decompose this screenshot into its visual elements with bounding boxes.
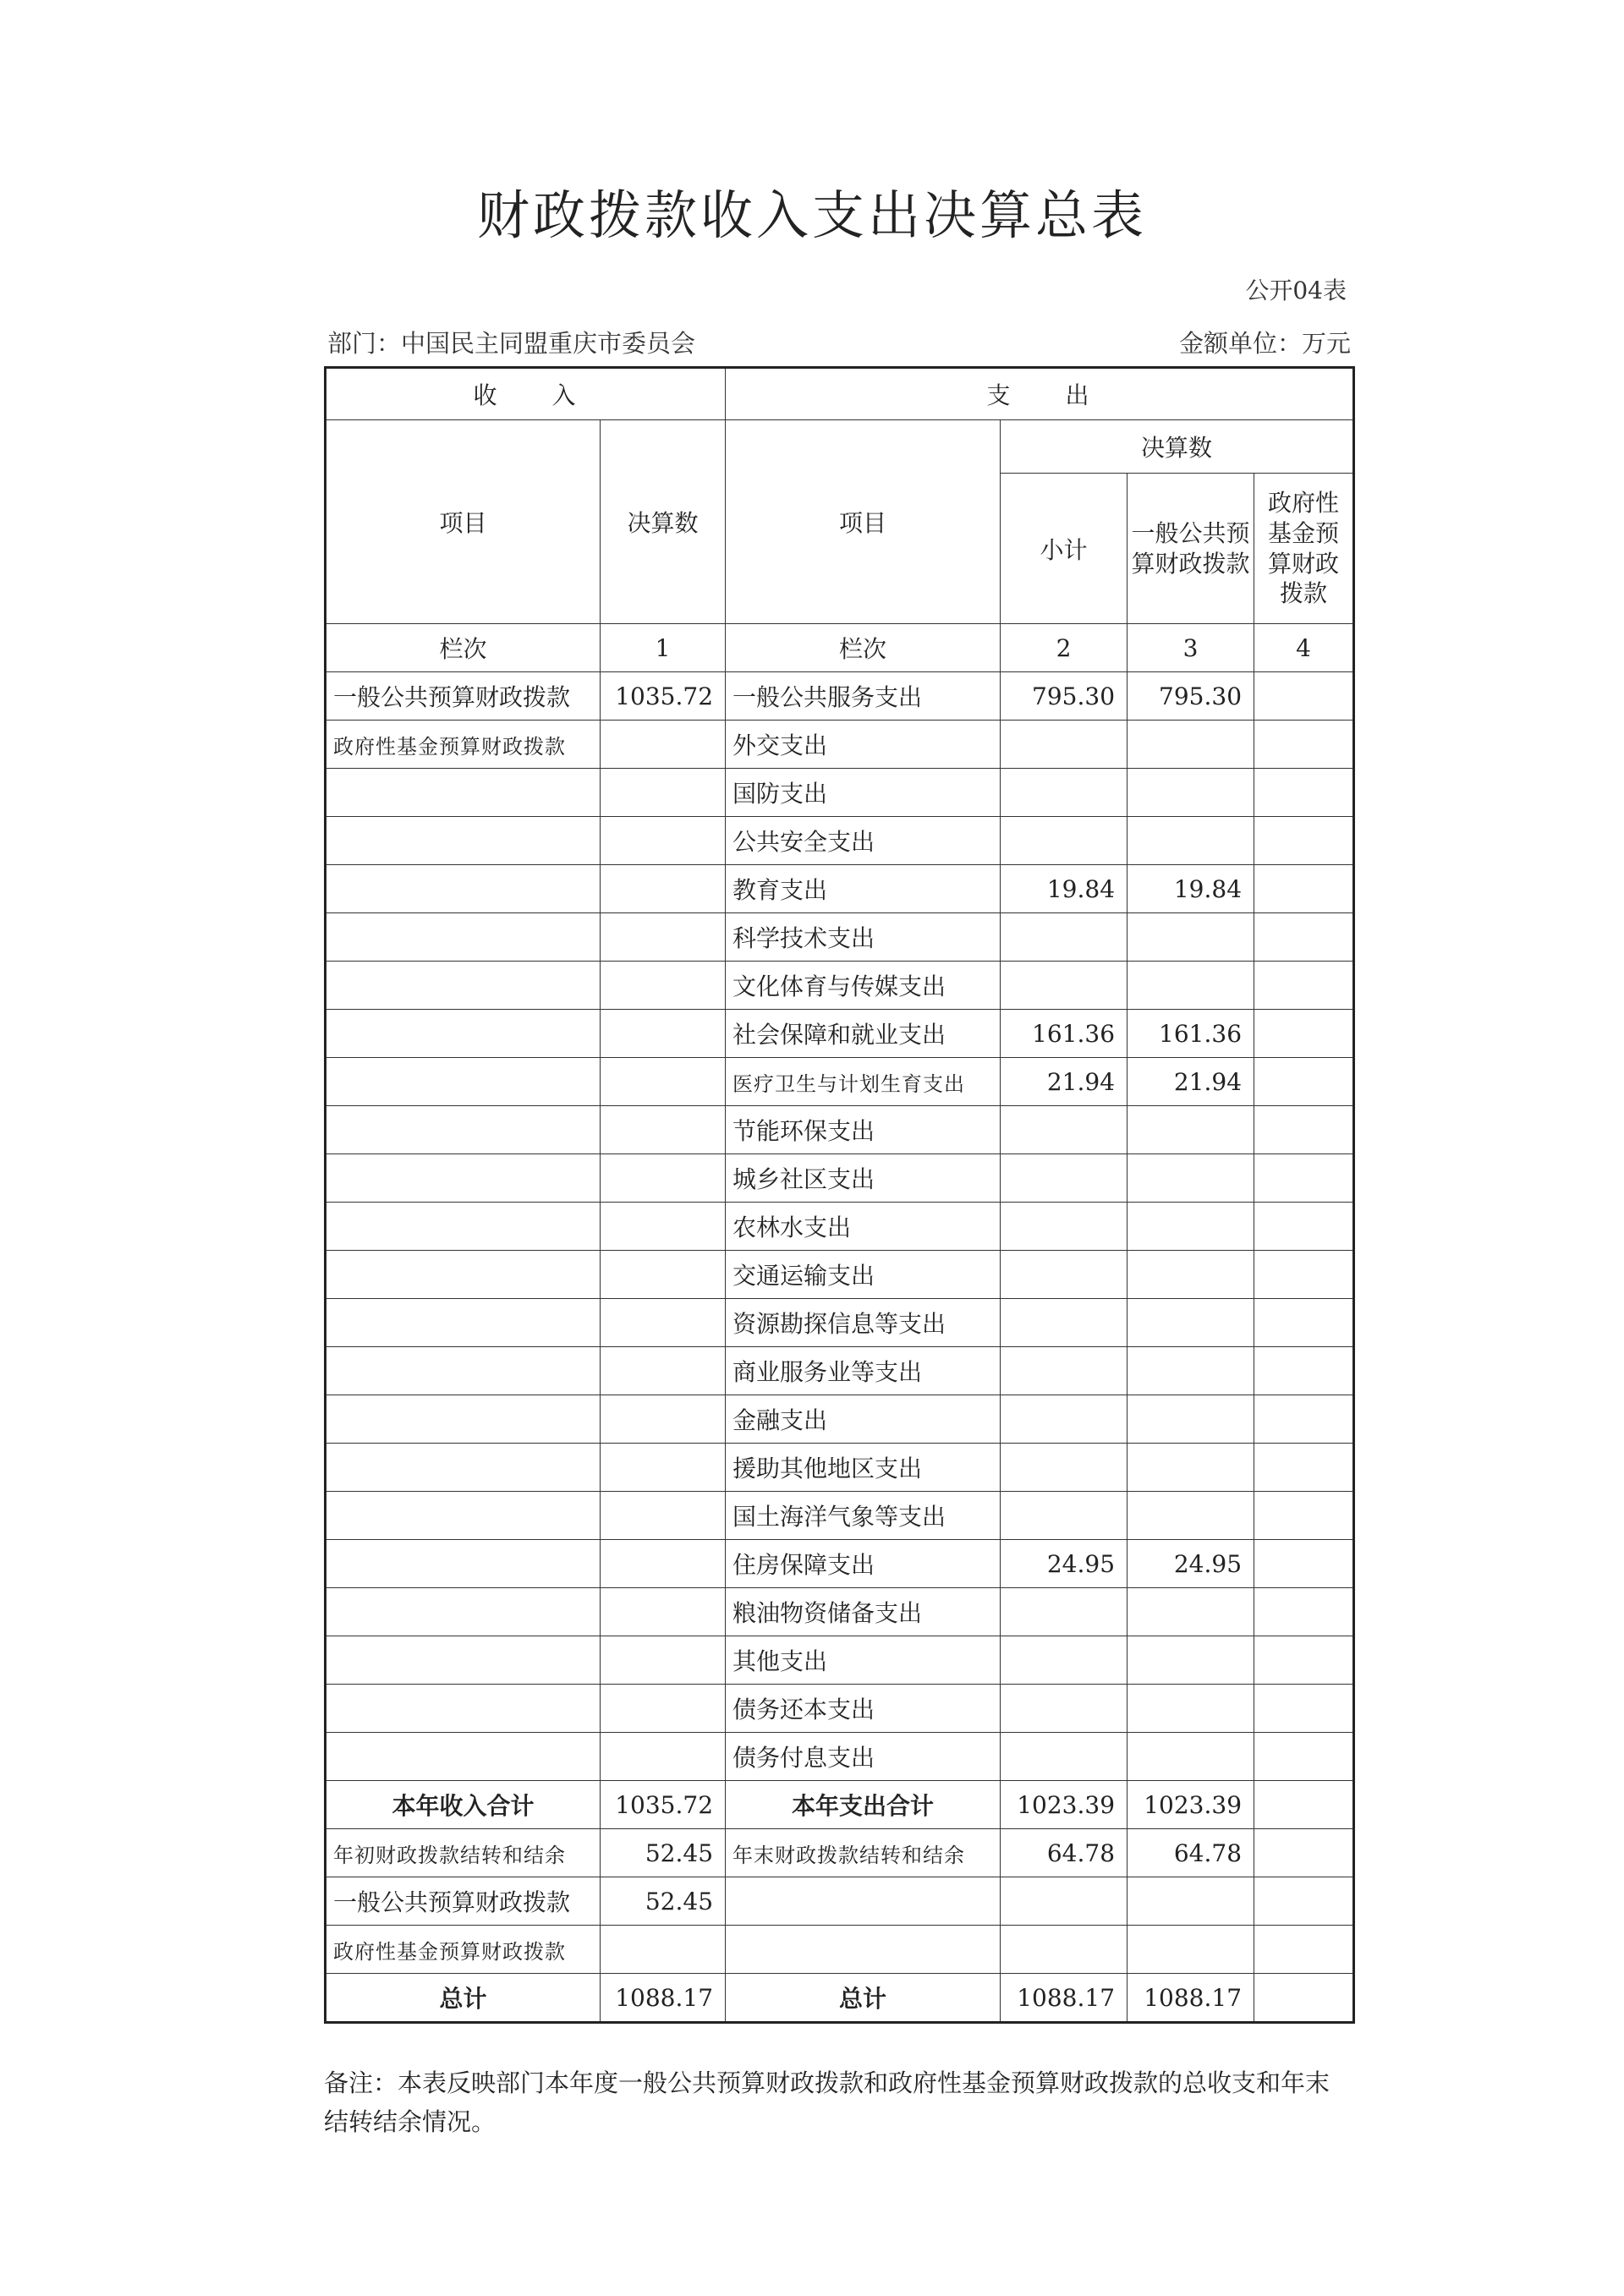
table-row: [326, 1154, 1354, 1203]
expense-fund: [1254, 817, 1354, 865]
income-value: [601, 1203, 726, 1251]
expense-subtotal: [1001, 1106, 1127, 1154]
year-expense-subtotal: 1023.39: [1001, 1781, 1127, 1829]
table-cell: [1254, 1926, 1354, 1974]
col-index-2: 2: [1001, 624, 1127, 672]
table-row: [326, 672, 1354, 721]
begin-balance-label: 年初财政拨款结转和结余: [326, 1829, 601, 1877]
income-value: [601, 1347, 726, 1395]
expense-subtotal: [1001, 1154, 1127, 1203]
expense-fund: [1254, 865, 1354, 913]
general-budget-header: 一般公共预算财政拨款: [1127, 474, 1254, 624]
expense-fund: [1254, 1058, 1354, 1106]
expense-fund: [1254, 721, 1354, 769]
expense-fund: [1254, 1106, 1354, 1154]
expense-item: 住房保障支出: [726, 1540, 1001, 1588]
income-value: [601, 817, 726, 865]
expense-subtotal: [1001, 1395, 1127, 1444]
income-value: [601, 1251, 726, 1299]
expense-fund: [1254, 1588, 1354, 1636]
expense-general: [1127, 1395, 1254, 1444]
table-row: [326, 1636, 1354, 1685]
income-item: [326, 1540, 601, 1588]
expense-header: 支 出: [726, 368, 1354, 420]
expense-subtotal: [1001, 1492, 1127, 1540]
expense-item: 债务还本支出: [726, 1685, 1001, 1733]
income-item: [326, 1685, 601, 1733]
expense-general: [1127, 1251, 1254, 1299]
income-item: [326, 1492, 601, 1540]
table-cell: [726, 1877, 1001, 1926]
grand-total-subtotal: 1088.17: [1001, 1974, 1127, 2023]
income-value: [601, 1444, 726, 1492]
table-cell: [1254, 1877, 1354, 1926]
expense-item: 医疗卫生与计划生育支出: [726, 1058, 1001, 1106]
income-amount-header: 决算数: [601, 420, 726, 624]
expense-general: [1127, 1733, 1254, 1781]
expense-general: [1127, 913, 1254, 962]
income-value: [601, 1492, 726, 1540]
expense-subtotal: [1001, 721, 1127, 769]
expense-subtotal: [1001, 1203, 1127, 1251]
expense-item: 其他支出: [726, 1636, 1001, 1685]
expense-fund: [1254, 913, 1354, 962]
income-value: [601, 1154, 726, 1203]
expense-subtotal: 24.95: [1001, 1540, 1127, 1588]
year-expense-label: 本年支出合计: [726, 1781, 1001, 1829]
income-value: [601, 1058, 726, 1106]
expense-general: 19.84: [1127, 865, 1254, 913]
income-item: [326, 1106, 601, 1154]
begin-fund-label: 政府性基金预算财政拨款: [326, 1926, 601, 1974]
expense-subtotal: [1001, 817, 1127, 865]
expense-subtotal: [1001, 1685, 1127, 1733]
col-index-3: 3: [1127, 624, 1254, 672]
unit-label: 金额单位：万元: [1178, 329, 1351, 358]
grand-total-label: 总计: [326, 1974, 601, 2023]
expense-fund: [1254, 1347, 1354, 1395]
income-item: [326, 1010, 601, 1058]
expense-general: [1127, 1347, 1254, 1395]
income-item: [326, 769, 601, 817]
expense-item: 农林水支出: [726, 1203, 1001, 1251]
expense-general: [1127, 1154, 1254, 1203]
end-balance-subtotal: 64.78: [1001, 1829, 1127, 1877]
income-item: [326, 1347, 601, 1395]
begin-general-label: 一般公共预算财政拨款: [326, 1877, 601, 1926]
income-item: [326, 1058, 601, 1106]
income-item: [326, 1733, 601, 1781]
table-row: [326, 1010, 1354, 1058]
expense-fund: [1254, 1733, 1354, 1781]
expense-general: [1127, 1588, 1254, 1636]
table-row: [326, 769, 1354, 817]
footnote: 备注：本表反映部门本年度一般公共预算财政拨款和政府性基金预算财政拨款的总收支和年末结转结余情况。: [324, 2069, 1330, 2136]
income-value: [601, 721, 726, 769]
expense-subtotal: [1001, 1299, 1127, 1347]
income-item: [326, 1299, 601, 1347]
year-income-value: 1035.72: [601, 1781, 726, 1829]
income-value: 1035.72: [601, 672, 726, 721]
expense-item-header: 项目: [726, 420, 1001, 624]
table-row: [326, 1347, 1354, 1395]
expense-fund: [1254, 672, 1354, 721]
table-row: [326, 962, 1354, 1010]
subtotal-header: 小计: [1001, 474, 1127, 624]
expense-item: 文化体育与传媒支出: [726, 962, 1001, 1010]
year-expense-fund: [1254, 1781, 1354, 1829]
gov-fund-header: 政府性基金预算财政拨款: [1254, 474, 1354, 624]
expense-subtotal: [1001, 962, 1127, 1010]
begin-fund-value: [601, 1926, 726, 1974]
grand-total-income: 1088.17: [601, 1974, 726, 2023]
income-value: [601, 962, 726, 1010]
table-code: 公开04表: [1245, 277, 1347, 304]
expense-fund: [1254, 769, 1354, 817]
income-value: [601, 1733, 726, 1781]
income-item: [326, 1203, 601, 1251]
income-value: [601, 865, 726, 913]
grand-total-fund: [1254, 1974, 1354, 2023]
expense-fund: [1254, 1636, 1354, 1685]
expense-general: [1127, 1106, 1254, 1154]
income-item: [326, 1636, 601, 1685]
expense-fund: [1254, 1299, 1354, 1347]
income-item: [326, 1588, 601, 1636]
income-value: [601, 1685, 726, 1733]
expense-item: 援助其他地区支出: [726, 1444, 1001, 1492]
budget-table: [324, 366, 1355, 2024]
end-balance-label: 年末财政拨款结转和结余: [726, 1829, 1001, 1877]
department-label: 部门：中国民主同盟重庆市委员会: [327, 329, 696, 358]
begin-general-value: 52.45: [601, 1877, 726, 1926]
grand-total-label-expense: 总计: [726, 1974, 1001, 2023]
income-value: [601, 913, 726, 962]
table-row: [326, 1733, 1354, 1781]
income-item: 一般公共预算财政拨款: [326, 672, 601, 721]
table-cell: [1001, 1877, 1127, 1926]
expense-subtotal: [1001, 1347, 1127, 1395]
col-label-income: 栏次: [326, 624, 601, 672]
page-title: 财政拨款收入支出决算总表: [476, 184, 1147, 246]
expense-general: 21.94: [1127, 1058, 1254, 1106]
grand-total-general: 1088.17: [1127, 1974, 1254, 2023]
expense-general: [1127, 1299, 1254, 1347]
income-item: [326, 913, 601, 962]
expense-item: 交通运输支出: [726, 1251, 1001, 1299]
table-cell: [1127, 1926, 1254, 1974]
expense-fund: [1254, 1492, 1354, 1540]
expense-fund: [1254, 1154, 1354, 1203]
table-row: [326, 817, 1354, 865]
table-row: [326, 1395, 1354, 1444]
expense-subtotal: [1001, 913, 1127, 962]
expense-subtotal: [1001, 1444, 1127, 1492]
expense-general: 24.95: [1127, 1540, 1254, 1588]
final-amount-group-header: 决算数: [1001, 420, 1354, 474]
table-cell: [726, 1926, 1001, 1974]
income-value: [601, 1636, 726, 1685]
income-item: [326, 1251, 601, 1299]
expense-item: 公共安全支出: [726, 817, 1001, 865]
expense-general: [1127, 1685, 1254, 1733]
table-row: [326, 721, 1354, 769]
expense-fund: [1254, 1540, 1354, 1588]
table-row: [326, 913, 1354, 962]
expense-item: 节能环保支出: [726, 1106, 1001, 1154]
income-item: [326, 1154, 601, 1203]
income-item: [326, 1444, 601, 1492]
table-row: [326, 1299, 1354, 1347]
table-cell: [1127, 1877, 1254, 1926]
expense-general: [1127, 721, 1254, 769]
income-item: [326, 1395, 601, 1444]
expense-subtotal: [1001, 1588, 1127, 1636]
expense-general: [1127, 1636, 1254, 1685]
income-value: [601, 1540, 726, 1588]
expense-subtotal: [1001, 1636, 1127, 1685]
expense-item: 国防支出: [726, 769, 1001, 817]
table-row: [326, 1106, 1354, 1154]
income-value: [601, 769, 726, 817]
expense-item: 一般公共服务支出: [726, 672, 1001, 721]
table-row: [326, 1251, 1354, 1299]
income-value: [601, 1106, 726, 1154]
income-item: 政府性基金预算财政拨款: [326, 721, 601, 769]
expense-general: [1127, 962, 1254, 1010]
expense-fund: [1254, 1395, 1354, 1444]
expense-item: 金融支出: [726, 1395, 1001, 1444]
expense-fund: [1254, 1251, 1354, 1299]
expense-subtotal: [1001, 769, 1127, 817]
expense-item: 科学技术支出: [726, 913, 1001, 962]
expense-item: 粮油物资储备支出: [726, 1588, 1001, 1636]
col-index-4: 4: [1254, 624, 1354, 672]
end-balance-general: 64.78: [1127, 1829, 1254, 1877]
table-row: [326, 1588, 1354, 1636]
table-row: [326, 1492, 1354, 1540]
col-label-expense: 栏次: [726, 624, 1001, 672]
income-item-header: 项目: [326, 420, 601, 624]
expense-general: [1127, 1203, 1254, 1251]
expense-fund: [1254, 1010, 1354, 1058]
income-header: 收 入: [326, 368, 726, 420]
table-row: [326, 1058, 1354, 1106]
year-income-label: 本年收入合计: [326, 1781, 601, 1829]
table-row: [326, 1540, 1354, 1588]
expense-fund: [1254, 1444, 1354, 1492]
income-value: [601, 1395, 726, 1444]
year-expense-general: 1023.39: [1127, 1781, 1254, 1829]
expense-general: [1127, 1444, 1254, 1492]
expense-subtotal: 21.94: [1001, 1058, 1127, 1106]
table-cell: [1001, 1926, 1127, 1974]
expense-subtotal: [1001, 1251, 1127, 1299]
table-row: [326, 865, 1354, 913]
expense-item: 债务付息支出: [726, 1733, 1001, 1781]
expense-item: 社会保障和就业支出: [726, 1010, 1001, 1058]
income-item: [326, 962, 601, 1010]
col-index-1: 1: [601, 624, 726, 672]
table-row: [326, 1685, 1354, 1733]
expense-item: 外交支出: [726, 721, 1001, 769]
expense-subtotal: [1001, 1733, 1127, 1781]
expense-fund: [1254, 1203, 1354, 1251]
table-row: [326, 1444, 1354, 1492]
begin-balance-value: 52.45: [601, 1829, 726, 1877]
expense-item: 城乡社区支出: [726, 1154, 1001, 1203]
expense-item: 商业服务业等支出: [726, 1347, 1001, 1395]
table-row: [326, 1203, 1354, 1251]
expense-general: [1127, 1492, 1254, 1540]
income-item: [326, 817, 601, 865]
income-value: [601, 1299, 726, 1347]
expense-fund: [1254, 1685, 1354, 1733]
expense-item: 国土海洋气象等支出: [726, 1492, 1001, 1540]
expense-subtotal: 19.84: [1001, 865, 1127, 913]
expense-general: [1127, 817, 1254, 865]
expense-fund: [1254, 962, 1354, 1010]
income-item: [326, 865, 601, 913]
end-balance-fund: [1254, 1829, 1354, 1877]
income-value: [601, 1010, 726, 1058]
expense-item: 资源勘探信息等支出: [726, 1299, 1001, 1347]
expense-item: 教育支出: [726, 865, 1001, 913]
income-value: [601, 1588, 726, 1636]
expense-general: 161.36: [1127, 1010, 1254, 1058]
expense-general: 795.30: [1127, 672, 1254, 721]
expense-subtotal: 795.30: [1001, 672, 1127, 721]
expense-subtotal: 161.36: [1001, 1010, 1127, 1058]
expense-general: [1127, 769, 1254, 817]
